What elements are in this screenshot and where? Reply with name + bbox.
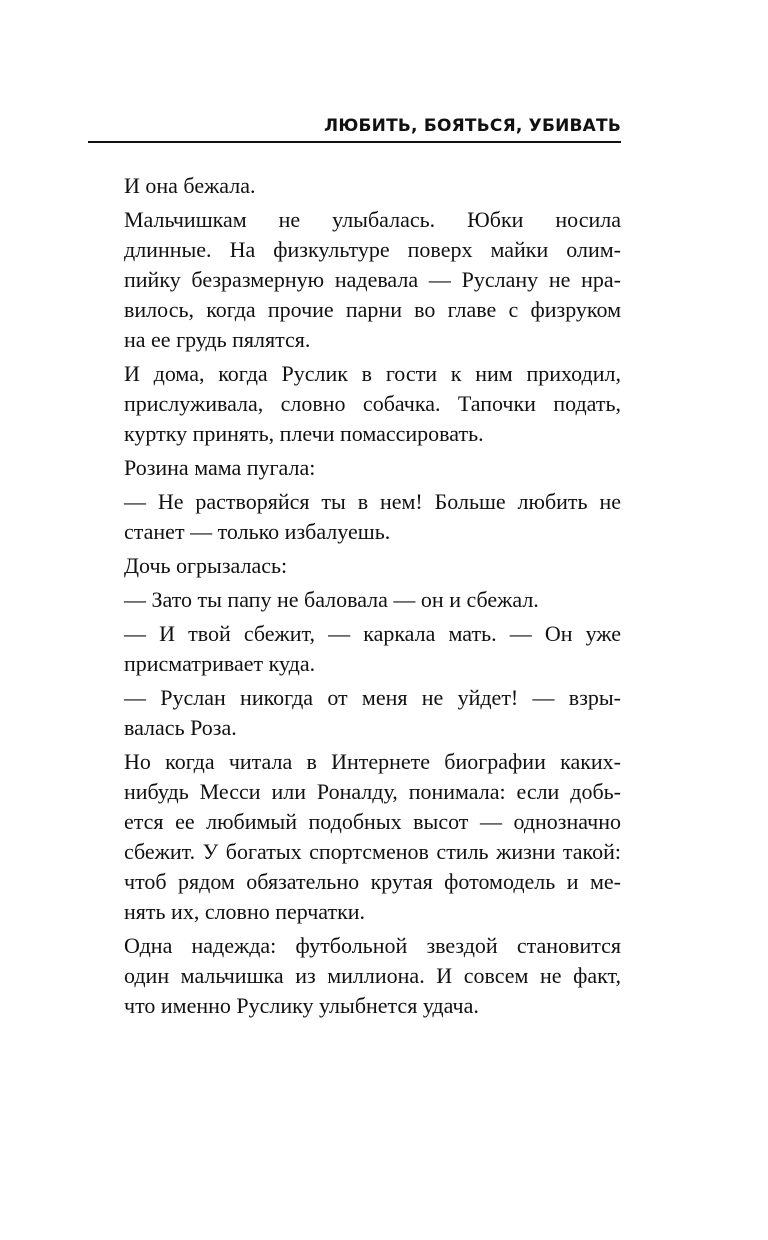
text-line: — И твой сбежит, — каркала мать. — Он уже [124,621,621,646]
text-line: прислуживала, словно собачка. Тапочки подать, [124,391,621,416]
text-line: что именно Руслику улыбнется удача. [124,993,479,1018]
text-line: Розина мама пугала: [124,455,316,480]
header-rule [88,141,621,143]
text-line: чтоб рядом обязательно крутая фотомодель и ме- [124,869,621,894]
text-line: — Не растворяйся ты в нем! Больше любить не [124,489,621,514]
paragraph [88,205,621,355]
text-line: Одна надежда: футбольной звездой становится [124,933,621,958]
paragraph [88,487,621,547]
text-line: один мальчишка из миллиона. И совсем не факт, [124,963,621,988]
text-line: ется ее любимый подобных высот — однозначно [124,809,621,834]
page-body [88,171,621,1025]
paragraph [88,453,621,483]
text-line: нибудь Месси или Роналду, понимала: если добь- [124,779,621,804]
paragraph [88,683,621,743]
text-line: И дома, когда Руслик в гости к ним приходил, [124,361,621,386]
paragraph [88,551,621,581]
paragraph [88,585,621,615]
paragraph [88,619,621,679]
paragraph [88,171,621,201]
text-line: присматривает куда. [124,651,316,676]
text-line: сбежит. У богатых спортсменов стиль жизни такой: [124,839,621,864]
text-line: валась Роза. [124,715,237,740]
text-line: И она бежала. [124,173,256,198]
text-line: Мальчишкам не улыбалась. Юбки носила [124,207,621,232]
text-line: вилось, когда прочие парни во главе с физруком [124,297,621,322]
text-line: Но когда читала в Интернете биографии каких- [124,749,621,774]
paragraph [88,931,621,1021]
text-line: — Руслан никогда от меня не уйдет! — взры- [124,685,621,710]
text-line: длинные. На физкультуре поверх майки олим- [124,237,621,262]
text-line: нять их, словно перчатки. [124,899,366,924]
text-line: Дочь огрызалась: [124,553,288,578]
text-line: куртку принять, плечи помассировать. [124,421,484,446]
text-line: станет — только избалуешь. [124,519,391,544]
text-line: на ее грудь пялятся. [124,327,311,352]
paragraph [88,747,621,927]
text-line: — Зато ты папу не баловала — он и сбежал. [124,587,539,612]
text-line: пийку безразмерную надевала — Руслану не нра- [124,267,621,292]
running-title: ЛЮБИТЬ, БОЯТЬСЯ, УБИВАТЬ [324,116,621,136]
paragraph [88,359,621,449]
